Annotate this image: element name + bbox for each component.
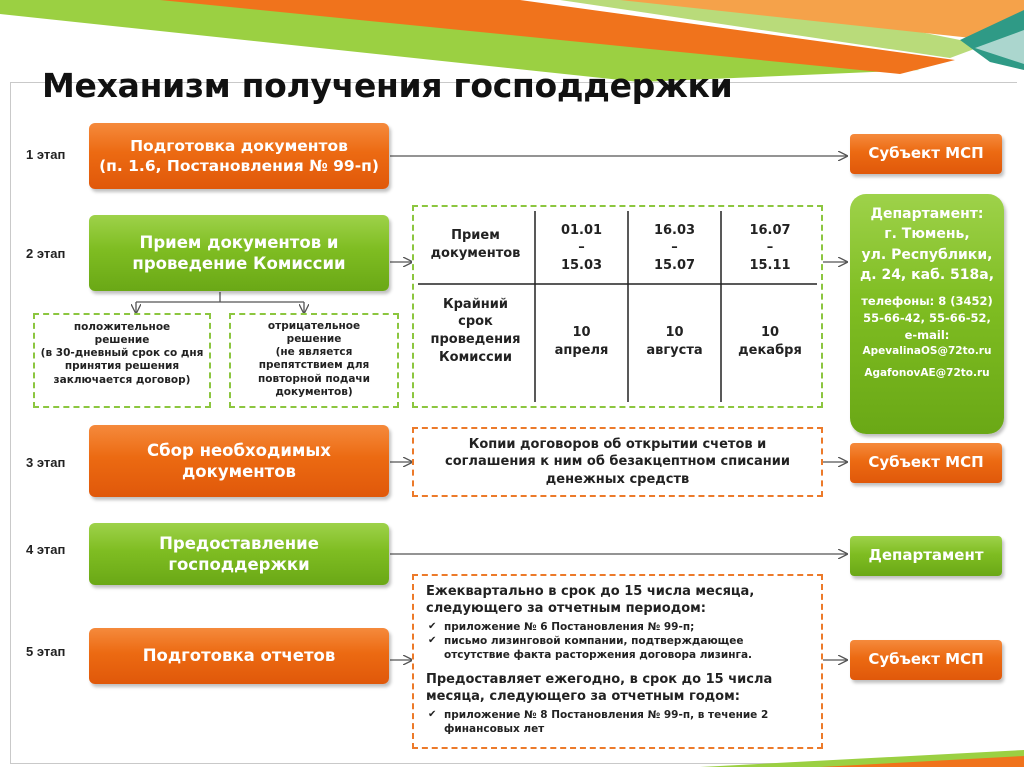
stage-label: 1 этап [26,147,66,162]
stage3-documents-box [412,427,823,497]
step-prepare-documents: Подготовка документов (п. 1.6, Постановления № 99-п) [89,123,389,189]
schedule-period: 16.03 – 15.07 [653,222,696,273]
department-email-2: AgafonovAE@72to.ru [864,366,990,379]
stage-label: 2 этап [26,246,66,261]
stage5-annual-list [426,708,809,736]
negative-decision-box [229,313,399,408]
target-sme-subject: Субъект МСП [850,640,1002,680]
schedule-period: 01.01 – 15.03 [560,222,603,273]
step-prepare-reports: Подготовка отчетов [89,628,389,684]
schedule-deadline: 10 августа [646,325,703,358]
schedule-period: 16.07 – 15.11 [749,222,791,273]
target-sme-subject: Субъект МСП [850,134,1002,174]
check-icon: ✔ [428,620,437,632]
list-item: ✔ приложение № 6 Постановления № 99-п; [428,620,695,633]
check-icon: ✔ [428,709,437,721]
stage-label: 4 этап [26,542,66,557]
step-accept-documents: Прием документов и проведение Комиссии [89,215,389,291]
schedule-row-label-acceptance: Прием документов [430,228,521,261]
footer-decoration [0,748,1024,767]
positive-decision-note: (в 30-дневный срок со дня принятия решения заключается договор) [40,347,204,386]
negative-decision-title: отрицательное решение [267,320,361,346]
stage3-documents-text: Копии договоров об открытии счетов и соглашения к ним об безакцептном списании денежных средств [445,436,790,487]
target-department: Департамент [850,536,1002,576]
schedule-deadline: 10 декабря [738,325,802,358]
department-phones: телефоны: 8 (3452) 55-66-42, 55-66-52, e-mail: [861,294,993,342]
stage-label: 3 этап [26,455,66,470]
negative-decision-note: (не является препятствием для повторной подачи документов) [257,346,370,398]
positive-decision-box [33,313,211,408]
page-title: Механизм получения господдержки [42,66,733,105]
step-collect-documents: Сбор необходимых документов [89,425,389,497]
stage5-quarterly-text: Ежеквартально в срок до 15 числа месяца, следующего за отчетным периодом: [426,584,755,616]
list-item: ✔ письмо лизинговой компании, подтверждающее отсутствие факта расторжения договора лизинга. [428,634,753,662]
department-address: Департамент: г. Тюмень, ул. Республики, д. 24, каб. 518а, [859,206,995,283]
department-email-1: ApevalinaOS@72to.ru [862,345,992,358]
list-item: ✔ приложение № 8 Постановления № 99-п, в течение 2 финансовых лет [428,709,769,736]
stage-label: 5 этап [26,644,66,659]
step-provide-support: Предоставление господдержки [89,523,389,585]
positive-decision-title: положительное решение [73,321,171,347]
schedule-deadline: 10 апреля [554,325,609,358]
stage5-reports-box [412,574,823,749]
schedule-row-label-deadline: Крайний срок проведения Комиссии [430,296,521,365]
department-info-box [850,194,1004,434]
check-icon: ✔ [428,634,437,646]
stage5-annual-text: Предоставляет ежегодно, в срок до 15 числа месяца, следующего за отчетным годом: [426,672,773,705]
target-sme-subject: Субъект МСП [850,443,1002,483]
stage5-quarterly-list [426,620,809,663]
